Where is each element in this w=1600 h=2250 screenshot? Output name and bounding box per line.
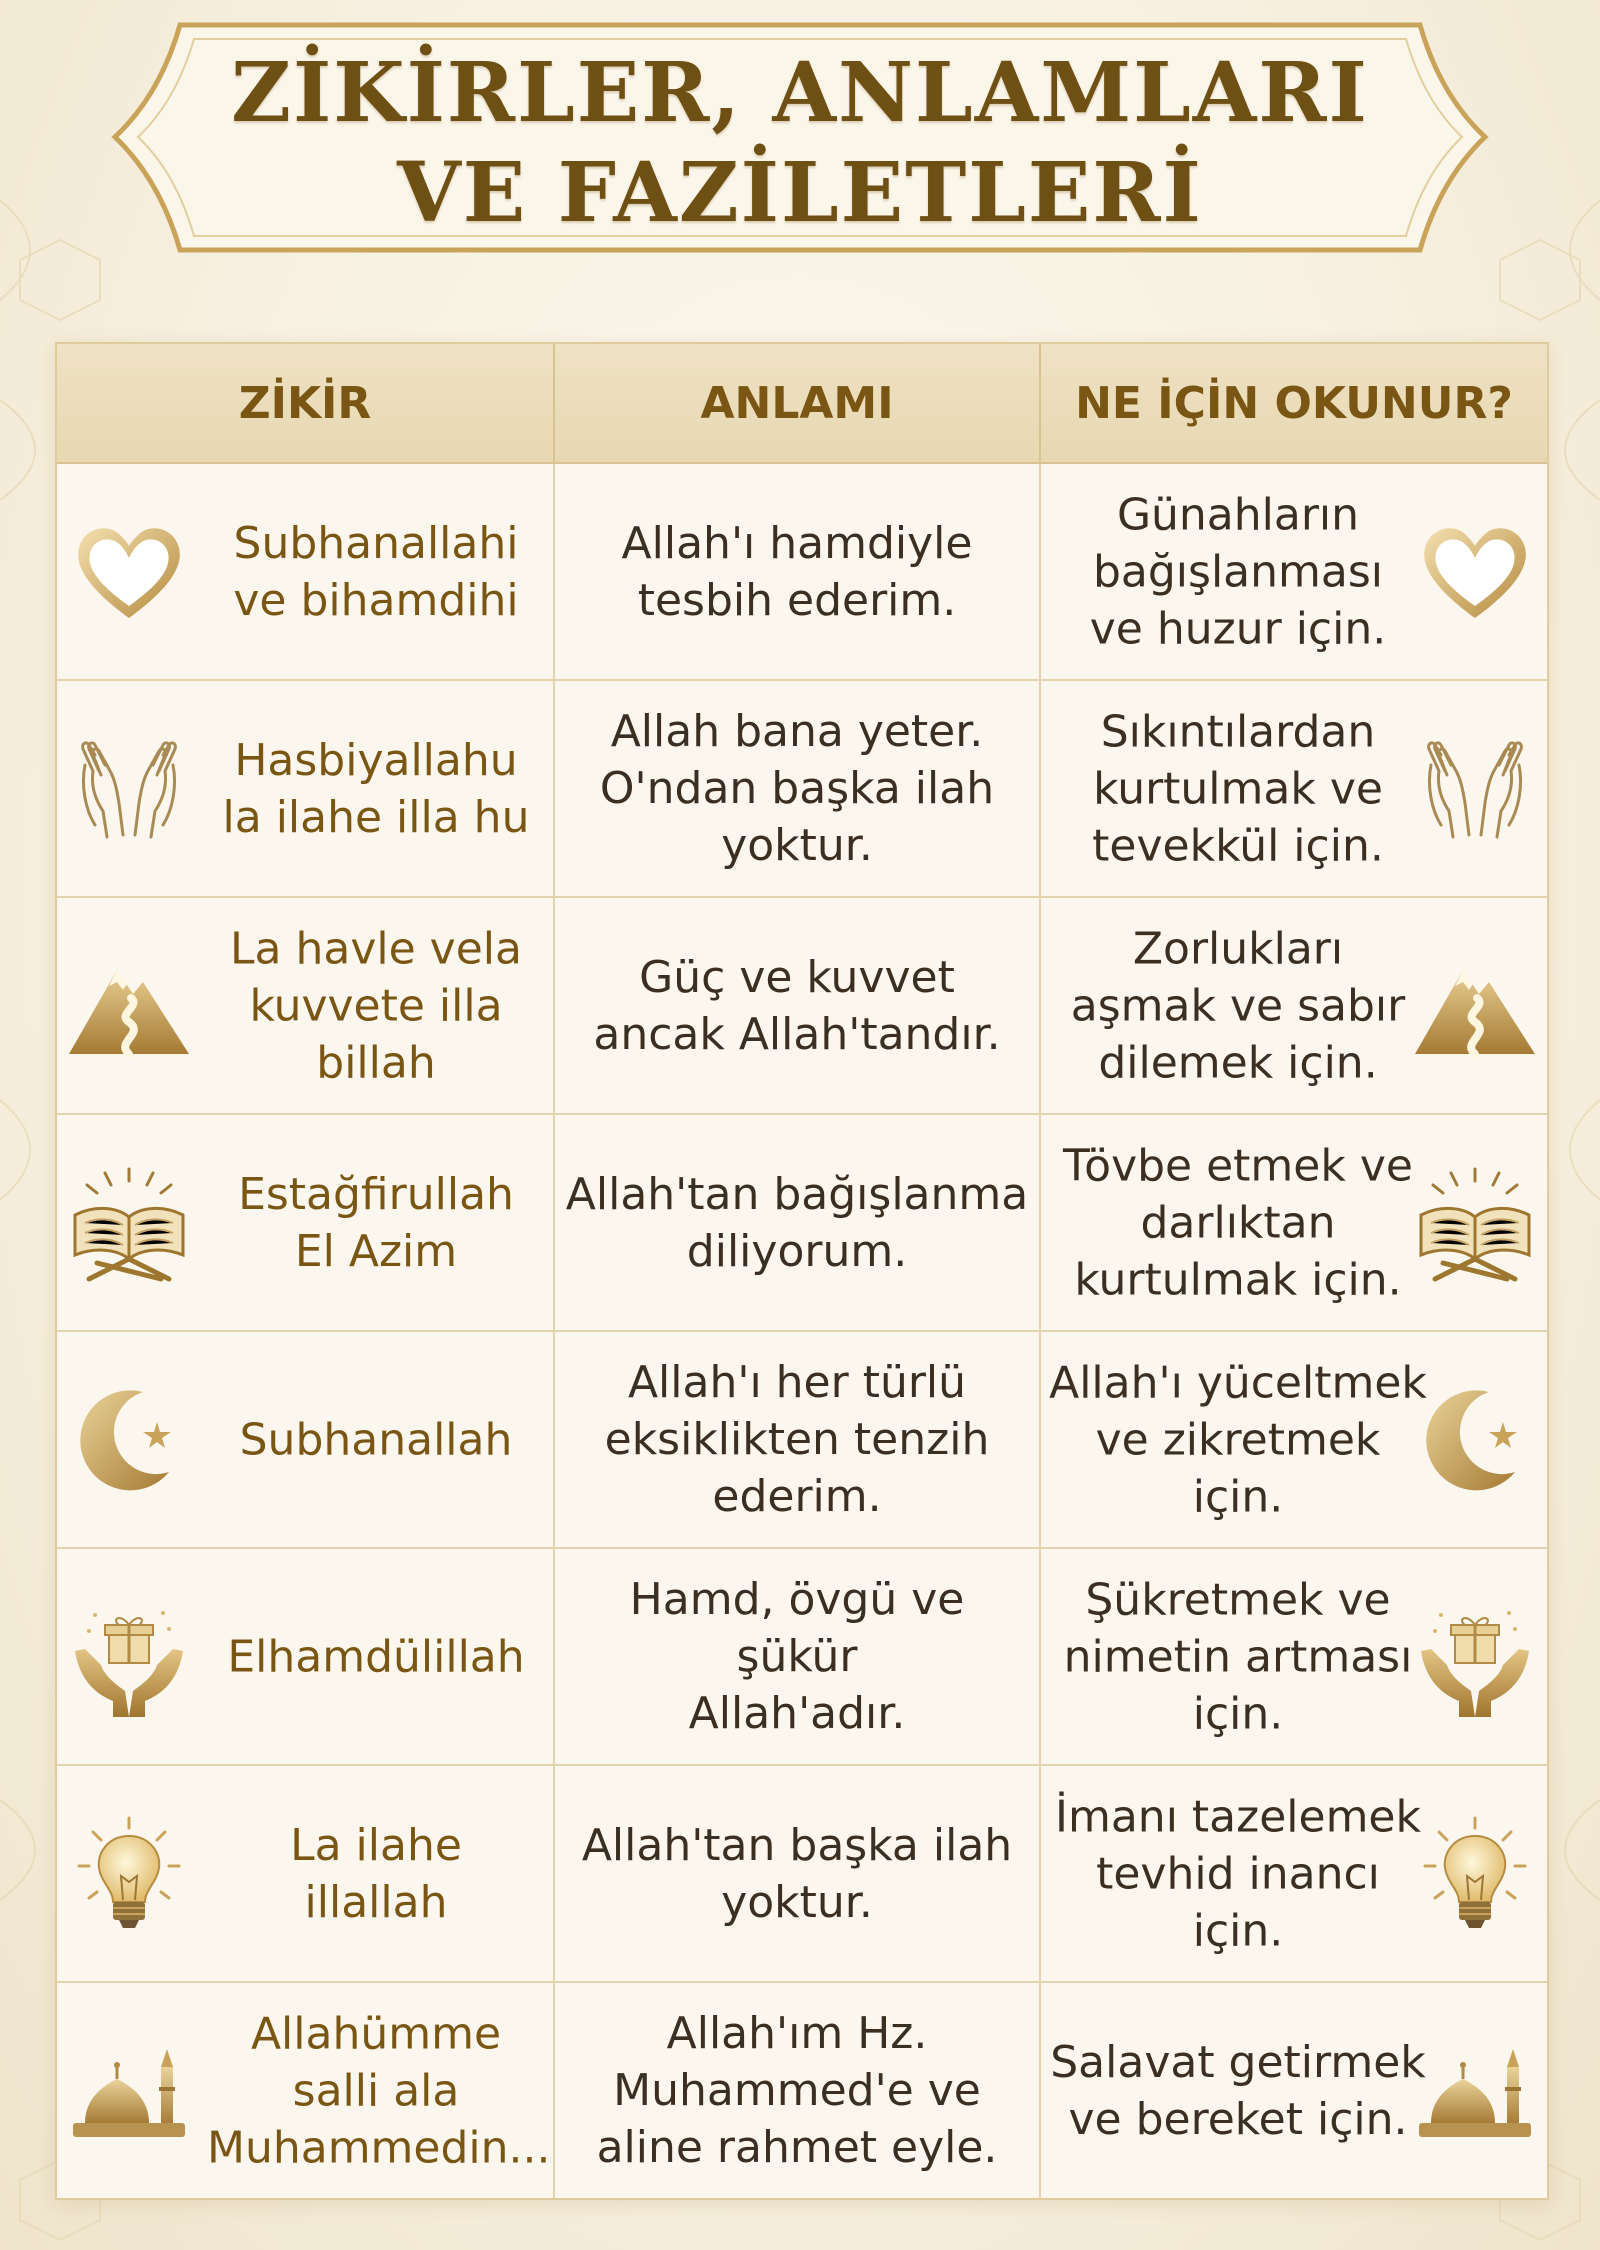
neden-text: Zorlukları aşmak ve sabır dilemek için. — [1070, 923, 1406, 1088]
neden-text: İmanı tazelemek tevhid inancı için. — [1055, 1791, 1421, 1956]
anlami-text: Allah'tan başka ilah yoktur. — [581, 1819, 1013, 1928]
anlami-text: Allah'ım Hz. Muhammed'e ve aline rahmet eyle. — [596, 2008, 998, 2173]
open-quran-icon — [65, 1159, 193, 1287]
title-banner — [110, 5, 1490, 270]
zikir-cell — [57, 1332, 555, 1547]
mountain-icon — [1411, 942, 1539, 1070]
zikir-cell — [57, 681, 555, 896]
gift-hands-icon — [65, 1593, 193, 1721]
neden-cell — [1041, 1332, 1547, 1547]
anlami-text: Allah bana yeter. O'ndan başka ilah yoktur. — [599, 706, 995, 871]
anlami-cell — [555, 1983, 1041, 2198]
neden-cell — [1041, 898, 1547, 1113]
table-row — [57, 1766, 1547, 1983]
zikir-text: Estağfirullah El Azim — [238, 1168, 514, 1277]
table-row — [57, 1549, 1547, 1766]
anlami-text: Allah'ı her türlü eksiklikten tenzih ederim. — [604, 1357, 990, 1522]
neden-text: Salavat getirmek ve bereket için. — [1050, 2036, 1426, 2145]
zikir-cell — [57, 1549, 555, 1764]
lightbulb-icon — [1411, 1810, 1539, 1938]
neden-cell — [1041, 1983, 1547, 2198]
neden-cell — [1041, 681, 1547, 896]
neden-text: Allah'ı yüceltmek ve zikretmek için. — [1049, 1357, 1427, 1522]
anlami-text: Allah'ı hamdiyle tesbih ederim. — [621, 517, 973, 626]
zikir-text: Hasbiyallahu la ilahe illa hu — [222, 734, 530, 843]
neden-text: Günahların bağışlanması ve huzur için. — [1089, 489, 1387, 654]
zikir-cell — [57, 1766, 555, 1981]
table-row — [57, 1983, 1547, 2198]
zikir-text: Allahümme salli ala Muhammedin... — [207, 2008, 551, 2173]
zikir-cell — [57, 1115, 555, 1330]
anlami-cell — [555, 681, 1041, 896]
zikir-text: La havle vela kuvvete illa billah — [230, 923, 522, 1088]
table-row — [57, 681, 1547, 898]
open-quran-icon — [1411, 1159, 1539, 1287]
zikir-cell — [57, 464, 555, 679]
anlami-cell — [555, 464, 1041, 679]
neden-cell — [1041, 464, 1547, 679]
zikir-text: Elhamdülillah — [227, 1631, 525, 1682]
anlami-cell — [555, 1549, 1041, 1764]
table-row — [57, 898, 1547, 1115]
heart-icon — [1411, 508, 1539, 636]
zikir-cell — [57, 898, 555, 1113]
zikir-text: Subhanallahi ve bihamdihi — [233, 517, 519, 626]
zikir-text: La ilahe illallah — [290, 1819, 462, 1928]
crescent-star-icon — [65, 1376, 193, 1504]
title-line-2: VE FAZİLETLERİ — [397, 145, 1203, 241]
praying-hands-icon — [1411, 725, 1539, 853]
crescent-star-icon — [1411, 1376, 1539, 1504]
anlami-text: Allah'tan bağışlanma diliyorum. — [565, 1168, 1029, 1277]
lightbulb-icon — [65, 1810, 193, 1938]
neden-cell — [1041, 1115, 1547, 1330]
table-header — [57, 344, 1547, 464]
table-row — [57, 1332, 1547, 1549]
header-zikir: ZİKİR — [57, 344, 555, 462]
gift-hands-icon — [1411, 1593, 1539, 1721]
title-line-1: ZİKİRLER, ANLAMLARI — [231, 45, 1369, 141]
anlami-cell — [555, 1332, 1041, 1547]
neden-text: Sıkıntılardan kurtulmak ve tevekkül için. — [1092, 706, 1384, 871]
header-anlami: ANLAMI — [555, 344, 1041, 462]
table-row — [57, 1115, 1547, 1332]
zikir-text: Subhanallah — [239, 1414, 513, 1465]
header-ne-icin-okunur: NE İÇİN OKUNUR? — [1075, 377, 1513, 429]
mosque-icon — [1411, 2027, 1539, 2155]
neden-cell — [1041, 1766, 1547, 1981]
anlami-text: Hamd, övgü ve şükür Allah'adır. — [629, 1574, 965, 1739]
zikir-table — [55, 342, 1549, 2200]
heart-icon — [65, 508, 193, 636]
neden-text: Şükretmek ve nimetin artması için. — [1063, 1574, 1413, 1739]
anlami-cell — [555, 898, 1041, 1113]
anlami-text: Güç ve kuvvet ancak Allah'tandır. — [593, 951, 1001, 1060]
table-body — [57, 464, 1547, 2198]
neden-cell — [1041, 1549, 1547, 1764]
zikir-cell — [57, 1983, 555, 2198]
anlami-cell — [555, 1115, 1041, 1330]
praying-hands-icon — [65, 725, 193, 853]
anlami-cell — [555, 1766, 1041, 1981]
mountain-icon — [65, 942, 193, 1070]
table-row — [57, 464, 1547, 681]
mosque-icon — [65, 2027, 193, 2155]
neden-text: Tövbe etmek ve darlıktan kurtulmak için. — [1063, 1140, 1413, 1305]
